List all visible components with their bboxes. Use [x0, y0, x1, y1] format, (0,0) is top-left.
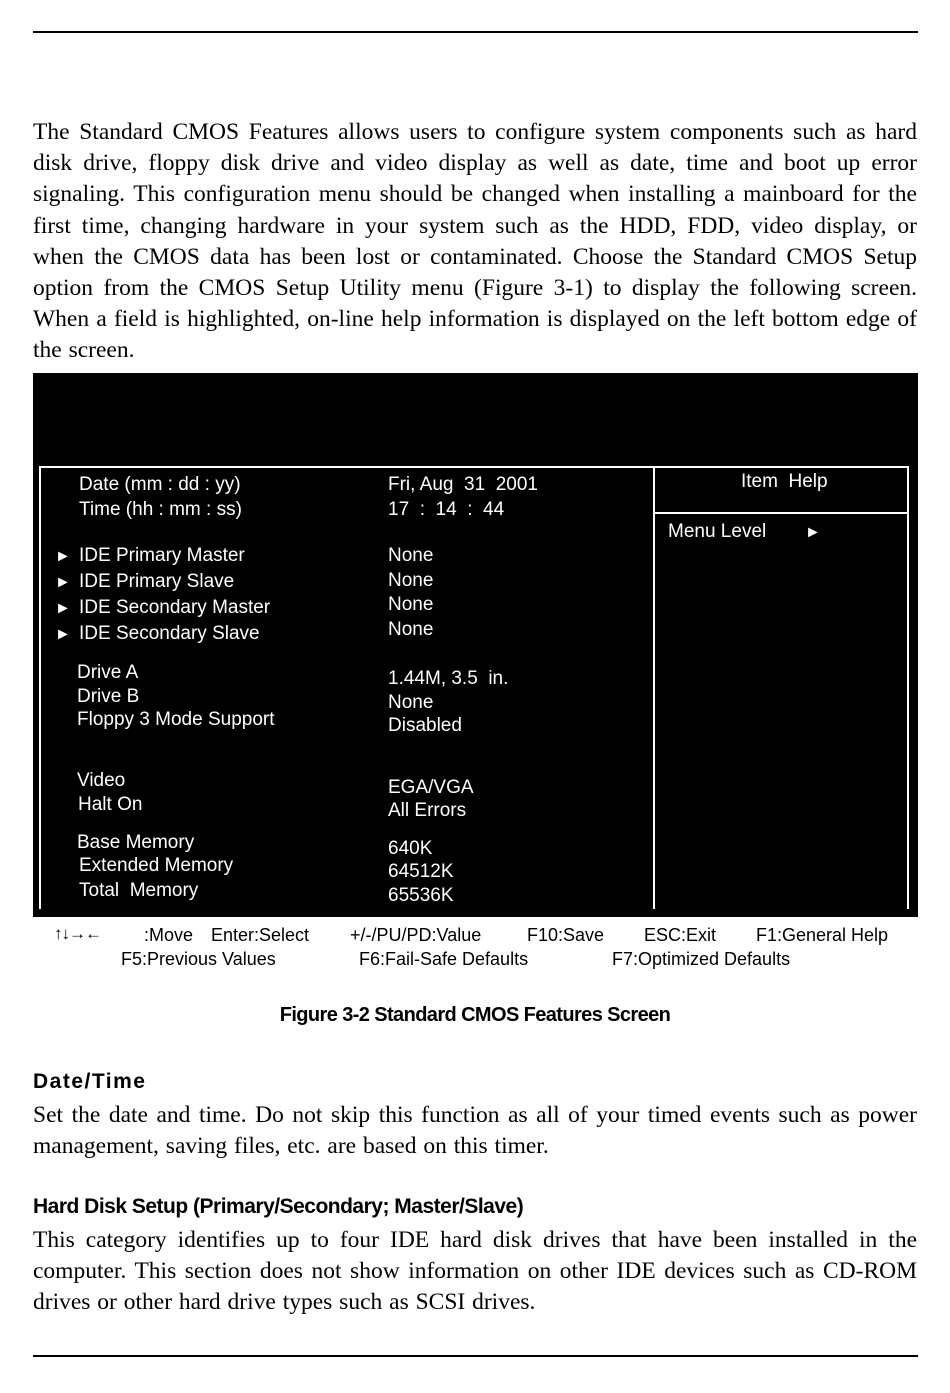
menu-level-label: Menu Level [668, 521, 767, 542]
floppy-mode-label: Floppy 3 Mode Support [77, 709, 275, 730]
date-time-heading: Date/Time [33, 1070, 147, 1093]
submenu-arrow-icon: ► [55, 600, 71, 617]
submenu-arrow-icon: ► [55, 574, 71, 591]
base-memory-label: Base Memory [77, 832, 195, 853]
top-rule [33, 31, 918, 33]
video-value[interactable]: EGA/VGA [388, 777, 474, 798]
drive-b-label: Drive B [77, 686, 140, 707]
item-help-title: Item Help [741, 471, 828, 492]
bios-column-divider [653, 466, 655, 909]
date-value[interactable]: Fri, Aug 31 2001 [388, 474, 538, 495]
key-optimized: F7:Optimized Defaults [612, 949, 791, 969]
ide-primary-slave-label[interactable]: IDE Primary Slave [79, 571, 235, 592]
key-exit: ESC:Exit [644, 925, 717, 945]
key-save: F10:Save [527, 925, 605, 945]
navigation-arrows-icon: ↑↓→← [54, 924, 101, 943]
ide-secondary-slave-label[interactable]: IDE Secondary Slave [79, 623, 260, 644]
time-label: Time (hh : mm : ss) [79, 499, 242, 520]
drive-b-value[interactable]: None [388, 692, 434, 713]
item-help-divider [655, 512, 909, 514]
floppy-mode-value[interactable]: Disabled [388, 715, 462, 736]
extended-memory-label: Extended Memory [79, 855, 234, 876]
hard-disk-body: This category identifies up to four IDE hard disk drives that have been installed in the computer. This section does not show information on other IDE devices such as CD-ROM drives or other hard drive types such as SCSI drives. [33, 1227, 917, 1316]
key-move: :Move [144, 925, 194, 945]
ide-secondary-master-value: None [388, 594, 434, 615]
total-memory-label: Total Memory [79, 880, 199, 901]
ide-secondary-slave-value: None [388, 619, 434, 640]
menu-level-arrow-icon: ► [805, 524, 821, 541]
halt-on-label: Halt On [78, 794, 143, 815]
total-memory-value: 65536K [388, 885, 454, 906]
ide-primary-master-label[interactable]: IDE Primary Master [79, 545, 245, 566]
key-previous-values: F5:Previous Values [121, 949, 276, 969]
date-label: Date (mm : dd : yy) [79, 474, 241, 495]
time-value[interactable]: 17 : 14 : 44 [388, 499, 505, 520]
ide-secondary-master-label[interactable]: IDE Secondary Master [79, 597, 271, 618]
intro-paragraph: The Standard CMOS Features allows users to configure system components such as hard disk drive, floppy disk drive and video display as well as date, time and boot up error signaling. This configuration menu should be changed when installing a mainboard for the first time, changing hardware in your system such as the HDD, FDD, video display, or when the CMOS data has been lost or contaminated. Choose the Standard CMOS Setup option from the CMOS Setup Utility menu (Figure 3-1) to display the following screen. When a field is highlighted, on-line help information is displayed on the left bottom edge of the screen. [33, 119, 917, 364]
submenu-arrow-icon: ► [55, 626, 71, 643]
ide-primary-slave-value: None [388, 570, 434, 591]
submenu-arrow-icon: ► [55, 548, 71, 565]
halt-on-value[interactable]: All Errors [388, 800, 467, 821]
bottom-rule [33, 1355, 918, 1357]
figure-caption: Figure 3-2 Standard CMOS Features Screen [279, 1004, 671, 1026]
hard-disk-heading: Hard Disk Setup (Primary/Secondary; Master/Slave) [33, 1195, 524, 1218]
video-label: Video [77, 770, 126, 791]
key-enter: Enter:Select [211, 925, 310, 945]
drive-a-value[interactable]: 1.44M, 3.5 in. [388, 668, 509, 689]
key-value: +/-/PU/PD:Value [350, 925, 482, 945]
extended-memory-value: 64512K [388, 861, 454, 882]
key-fail-safe: F6:Fail-Safe Defaults [359, 949, 529, 969]
key-general-help: F1:General Help [756, 925, 889, 945]
ide-primary-master-value: None [388, 545, 434, 566]
date-time-body: Set the date and time. Do not skip this function as all of your timed events such as power management, saving files, etc. are based on this timer. [33, 1102, 917, 1160]
base-memory-value: 640K [388, 838, 433, 859]
drive-a-label: Drive A [77, 662, 139, 683]
